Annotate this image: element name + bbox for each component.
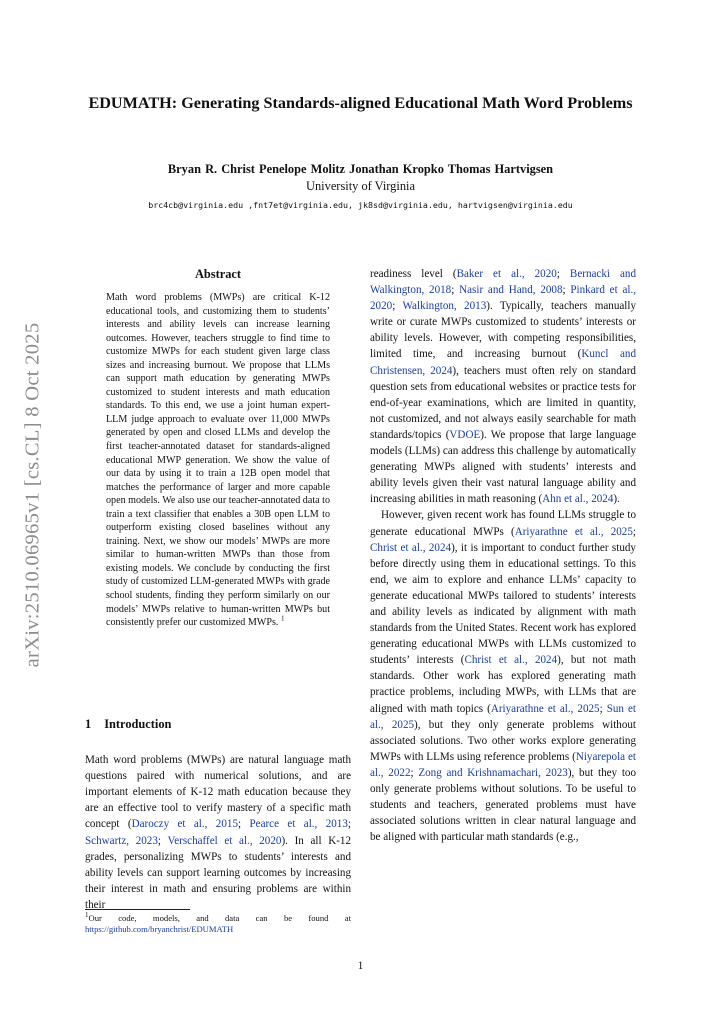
- citation-link[interactable]: Christ et al., 2024: [464, 654, 558, 667]
- citation-link[interactable]: Christ et al., 2024: [370, 541, 452, 554]
- right-paragraph-2: [370, 507, 636, 845]
- arxiv-identifier: arXiv:2510.06965v1 [cs.CL] 8 Oct 2025: [21, 322, 44, 668]
- paragraph-text: ). Typically, teachers manually write or curate MWPs customized to students’ interests or ability levels. However, with competing responsibilities, limited time, and increasing burnout (: [370, 300, 636, 361]
- citation-link[interactable]: Ariyarathne et al., 2025: [514, 525, 633, 538]
- citation-link[interactable]: Daroczy et al., 2015: [131, 818, 238, 831]
- citation-link[interactable]: Sun et al., 2025: [370, 702, 637, 731]
- paragraph-text: ;: [392, 300, 403, 313]
- abstract-heading: Abstract: [194, 267, 242, 281]
- paragraph-text: ;: [347, 818, 351, 831]
- citation-link[interactable]: Kuncl and Christensen, 2024: [370, 348, 636, 377]
- page-number: 1: [357, 960, 364, 972]
- paragraph-text: ;: [451, 284, 460, 297]
- citation-link[interactable]: VDOE: [449, 428, 481, 441]
- paragraph-text: ;: [632, 525, 636, 538]
- paragraph-text: ;: [410, 766, 419, 779]
- citation-link[interactable]: Baker et al., 2020: [456, 268, 557, 280]
- paragraph-text: Math word problems (MWPs) are natural language math questions paired with numerical solutions, and are important elements of K-12 math education because they are an effective tool to verify mastery of a specific math concept (: [85, 754, 351, 831]
- author-list: Bryan R. Christ Penelope Molitz Jonathan Kropko Thomas Hartvigsen: [167, 162, 554, 176]
- right-column: [370, 266, 636, 845]
- citation-link[interactable]: Bernacki and Walkington, 2018: [370, 268, 636, 297]
- paragraph-text: ;: [562, 284, 571, 297]
- paragraph-text: ;: [599, 702, 607, 715]
- footnote-link[interactable]: https://github.com/bryanchrist/EDUMATH: [85, 924, 234, 935]
- section-title: Introduction: [104, 717, 172, 731]
- paper-title: EDUMATH: Generating Standards-aligned Educational Math Word Problems: [88, 94, 633, 112]
- footnote-marker: 1: [85, 911, 89, 920]
- paragraph-text: However, given recent work has found LLMs struggle to generate educational MWPs (: [370, 509, 636, 538]
- section-number: 1: [85, 717, 92, 731]
- abstract-footnote-marker: 1: [280, 614, 285, 623]
- footnote-text: Our code, models, and data can be found at: [88, 913, 351, 923]
- paragraph-text: ;: [157, 834, 168, 847]
- citation-link[interactable]: Niyarepola et al., 2022: [370, 750, 636, 779]
- intro-paragraph-1: [85, 752, 351, 913]
- footnote-rule: [85, 909, 190, 910]
- section-heading-introduction: [85, 716, 171, 732]
- paragraph-text: ), it is important to conduct further study before directly using them in educational settings. To this end, we aim to explore and enhance LLMs’ capacity to generate educational MWPs tailored to students’ interests and ability levels as indicated by alignment with math standards from the United States. Recent work has explored generating educational MWPs with LLMs customized to students’ interests (: [370, 541, 636, 667]
- citation-link[interactable]: Zong and Krishnamachari, 2023: [418, 766, 568, 779]
- paragraph-text: ). In all K-12 grades, personalizing MWPs to students’ interests and ability levels can support learning outcomes by increasing their interest in math and ensuring problems are within their: [85, 834, 352, 911]
- abstract-text: Math word problems (MWPs) are critical K-12 educational tools, and customizing them to students’ interests and ability levels can increase learning outcomes. However, teachers struggle to find time to customize MWPs for each student given large class sizes and increasing burnout. We propose that LLMs can support math education by generating MWPs customized to student interests and math education standards. To this end, we use a joint human expert-LLM judge approach to evaluate over 11,000 MWPs generated by open and closed LLMs and develop the first teacher-annotated dataset for standards-aligned educational MWP generation. We show the value of our data by using it to train a 12B open model that matches the performance of larger and more capable open models. We also use our teacher-annotated data to train a text classifier that enables a 30B open LLM to outperform existing closed baselines without any training. Next, we show our models’ MWPs are more similar to human-written MWPs than those from existing models. We conclude by conducting the first study of customized LLM-generated MWPs with grade school students, finding they perform similarly on our models’ MWPs relative to human-written MWPs but consistently prefer our customized MWPs.: [106, 292, 330, 629]
- citation-link[interactable]: Walkington, 2013: [402, 300, 487, 313]
- arxiv-side-stamp: [20, 300, 46, 690]
- citation-link[interactable]: Verschaffel et al., 2020: [167, 834, 282, 847]
- citation-link[interactable]: Pearce et al., 2013: [249, 818, 348, 831]
- citation-link[interactable]: Nasir and Hand, 2008: [459, 284, 563, 297]
- citation-link[interactable]: Ahn et al., 2024: [542, 493, 614, 506]
- paragraph-text: ;: [238, 818, 250, 831]
- citation-link[interactable]: Schwartz, 2023: [85, 834, 158, 847]
- author-emails: brc4cb@virginia.edu ,fnt7et@virginia.edu, jk8sd@virginia.edu, hartvigsen@virginia.edu: [148, 200, 573, 210]
- citation-link[interactable]: Pinkard et al., 2020: [370, 284, 637, 313]
- affiliation: University of Virginia: [306, 179, 415, 193]
- paragraph-text: ).: [613, 493, 620, 506]
- paragraph-text: ), but not math standards. Other work has explored generating math practice problems, including MWPs, with LLMs that are aligned with math topics (: [370, 654, 636, 715]
- paragraph-text: readiness level (: [370, 268, 457, 280]
- paragraph-text: ), teachers must often rely on standard question sets from educational websites or practice tests for end-of-year examinations, which are limited in quantity, not customized, and not always easily searchable for math standards/topics (: [370, 364, 636, 441]
- paragraph-text: ), but they only generate problems without associated solutions. Two other works explore generating MWPs with LLMs using reference problems (: [370, 718, 637, 763]
- abstract-body: [106, 291, 330, 630]
- paragraph-text: ), but they too only generate problems without solutions. To be useful to students and teachers, generated problems must have associated solutions written in clear natural language and be aligned with particular math standards (e.g.,: [370, 766, 637, 844]
- footnote: [85, 913, 351, 936]
- citation-link[interactable]: Ariyarathne et al., 2025: [490, 702, 600, 715]
- intro-paragraph: [85, 741, 351, 924]
- right-paragraph-1: [370, 266, 636, 507]
- paragraph-text: ). We propose that large language models (LLMs) can address this challenge by automatically generating MWPs aligned with students’ interests and ability levels given their vast natural language ability and increasing abilities in math reasoning (: [370, 428, 636, 506]
- paragraph-text: ;: [556, 268, 570, 280]
